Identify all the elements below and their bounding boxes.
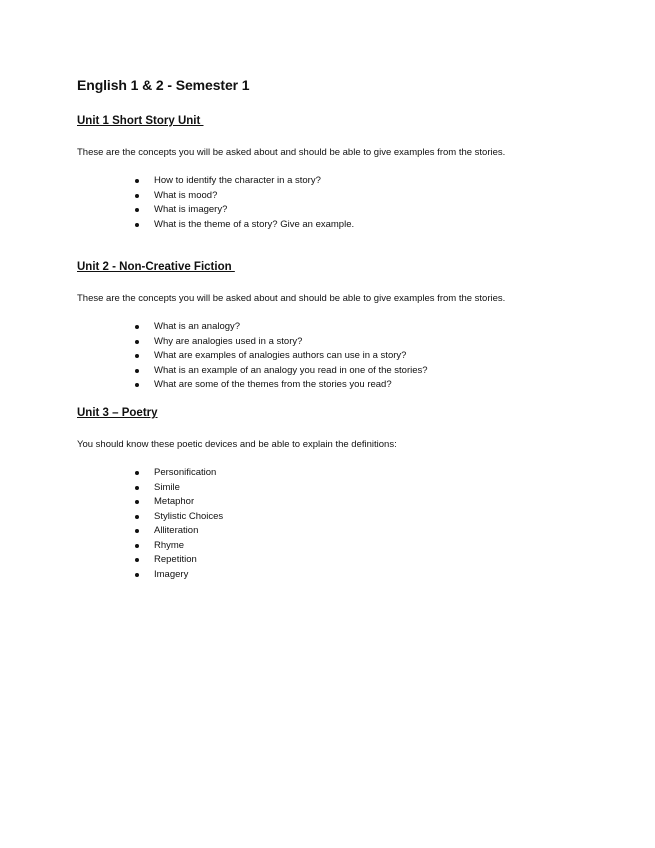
list-item: [133, 320, 428, 335]
document-title: English 1 & 2 - Semester 1: [77, 77, 250, 93]
list-item-text: What are examples of analogies authors can use in a story?: [154, 350, 407, 361]
list-item-text: What is mood?: [154, 189, 218, 201]
bullet-icon: [135, 500, 139, 504]
bullet-icon: [135, 515, 139, 519]
bullet-icon: [135, 369, 139, 373]
unit-1-list: [133, 174, 354, 232]
list-item: [133, 174, 354, 189]
bullet-icon: [135, 325, 139, 329]
bullet-icon: [135, 354, 139, 358]
bullet-icon: [135, 383, 139, 387]
list-item-text: Alliteration: [154, 525, 199, 536]
bullet-icon: [135, 529, 139, 533]
list-item-text: Repetition: [154, 554, 197, 565]
list-item: [133, 568, 223, 583]
bullet-icon: [135, 544, 139, 548]
unit-3-section: [77, 407, 637, 580]
list-item-text: What is an example of an analogy you read in one of the stories?: [154, 364, 428, 376]
list-item: [133, 364, 428, 379]
unit-1-heading: Unit 1 Short Story Unit: [77, 115, 204, 127]
unit-3-list: [133, 466, 223, 582]
list-item: [133, 349, 428, 364]
unit-3-intro: You should know these poetic devices and be able to explain the definitions:: [77, 439, 397, 450]
list-item: [133, 510, 223, 525]
bullet-icon: [135, 223, 139, 227]
list-item: [133, 495, 223, 510]
list-item-text: Why are analogies used in a story?: [154, 335, 303, 347]
list-item-text: Stylistic Choices: [154, 510, 224, 522]
list-item: [133, 378, 428, 393]
list-item: [133, 539, 223, 554]
list-item: [133, 553, 223, 568]
bullet-icon: [135, 573, 139, 577]
list-item-text: Rhyme: [154, 539, 185, 551]
list-item: [133, 189, 354, 204]
list-item: [133, 466, 223, 481]
list-item-text: What are some of the themes from the stories you read?: [154, 379, 392, 390]
list-item-text: What is imagery?: [154, 204, 228, 215]
unit-2-list: [133, 320, 428, 393]
list-item: [133, 218, 354, 233]
bullet-icon: [135, 340, 139, 344]
list-item-text: Metaphor: [154, 496, 195, 507]
bullet-icon: [135, 558, 139, 562]
unit-2-heading: Unit 2 - Non-Creative Fiction: [77, 261, 235, 273]
unit-1-intro: These are the concepts you will be asked about and should be able to give examples from the stories.: [77, 147, 506, 158]
list-item: [133, 481, 223, 496]
bullet-icon: [135, 486, 139, 490]
list-item-text: Personification: [154, 467, 217, 478]
list-item-text: What is an analogy?: [154, 321, 241, 332]
bullet-icon: [135, 179, 139, 183]
bullet-icon: [135, 194, 139, 198]
list-item-text: How to identify the character in a story?: [154, 175, 321, 186]
unit-3-heading: Unit 3 – Poetry: [77, 407, 158, 419]
list-item-text: Imagery: [154, 568, 189, 580]
list-item: [133, 524, 223, 539]
list-item: [133, 203, 354, 218]
bullet-icon: [135, 208, 139, 212]
unit-1-section: [77, 115, 637, 230]
bullet-icon: [135, 471, 139, 475]
list-item-text: What is the theme of a story? Give an example.: [154, 218, 355, 230]
unit-2-section: [77, 261, 637, 390]
list-item-text: Simile: [154, 481, 180, 493]
unit-2-intro: These are the concepts you will be asked about and should be able to give examples from the stories.: [77, 293, 506, 304]
list-item: [133, 335, 428, 350]
